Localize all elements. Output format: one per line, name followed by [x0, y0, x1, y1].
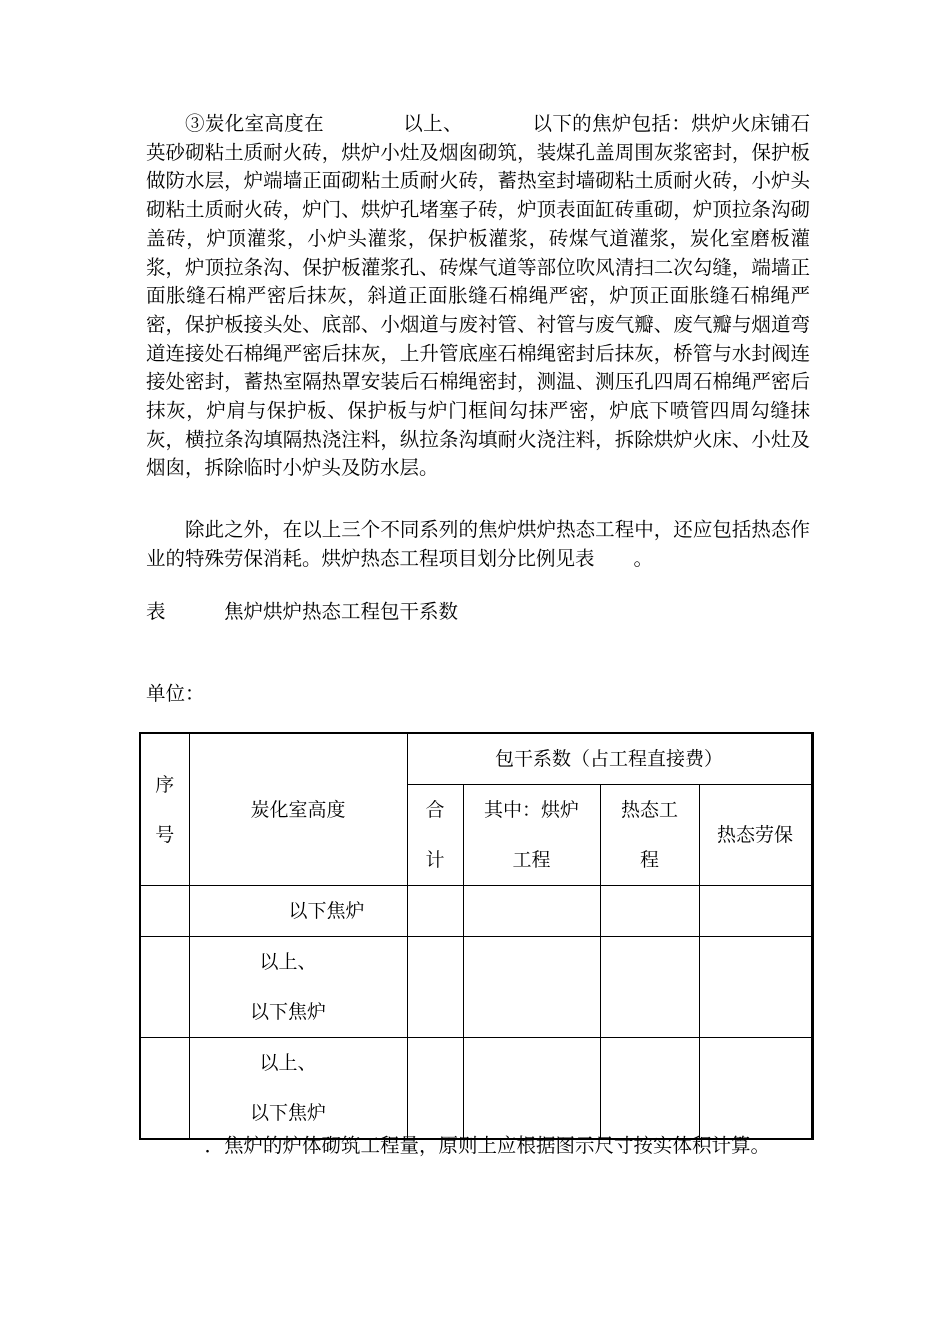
- header-oven-work: 其中：烘炉 工程: [463, 785, 600, 886]
- header-hot-labor: 热态劳保: [699, 785, 812, 886]
- unit-label: 单位：: [146, 682, 205, 705]
- header-oven-height: 炭化室高度: [189, 733, 407, 886]
- cell-total: [407, 1038, 463, 1140]
- cell-height: 以上、 以下焦炉: [189, 937, 407, 1038]
- table-row: [140, 1038, 812, 1140]
- cell-labor: [699, 1038, 812, 1140]
- cell-height: 以下焦炉: [189, 886, 407, 937]
- header-total: 合 计: [407, 785, 463, 886]
- cell-labor: [699, 886, 812, 937]
- paragraph-brickwork-quantity: ．焦炉的炉体砌筑工程量，原则上应根据图示尺寸按实体积计算。: [146, 1134, 771, 1157]
- paragraph-first-line: ③炭化室高度在 以上、 以下的焦炉包括：烘炉火: [185, 112, 751, 135]
- cell-labor: [699, 937, 812, 1038]
- paragraph-coke-oven-scope: [146, 110, 810, 483]
- table-row: [140, 886, 812, 937]
- table-caption: 表 焦炉烘炉热态工程包干系数: [146, 600, 459, 623]
- coefficient-table: [139, 732, 814, 1140]
- cell-seq: [140, 886, 189, 937]
- cell-total: [407, 937, 463, 1038]
- cell-total: [407, 886, 463, 937]
- table-row: [140, 937, 812, 1038]
- cell-height: 以上、 以下焦炉: [189, 1038, 407, 1140]
- cell-hot: [600, 886, 699, 937]
- cell-oven: [463, 937, 600, 1038]
- header-coefficient-group: 包干系数（占工程直接费）: [407, 733, 812, 785]
- cell-hot: [600, 937, 699, 1038]
- cell-seq: [140, 1038, 189, 1140]
- cell-oven: [463, 1038, 600, 1140]
- paragraph-additional-consumption: 除此之外，在以上三个不同系列的焦炉烘炉热态工程中，还应包括热态作业的特殊劳保消耗。烘炉热态工程项目划分比例见表 。: [146, 518, 810, 570]
- header-seq: 序 号: [140, 733, 189, 886]
- cell-oven: [463, 886, 600, 937]
- cell-seq: [140, 937, 189, 1038]
- cell-hot: [600, 1038, 699, 1140]
- header-hot-work: 热态工 程: [600, 785, 699, 886]
- paragraph-body: 床铺石英砂砌粘土质耐火砖，烘炉小灶及烟囱砌筑，装煤孔盖周围灰浆密封，保护板做防水层，炉端墙正面砌粘土质耐火砖，蓄热室封墙砌粘土质耐火砖，小炉头砌粘土质耐火砖，炉门、烘炉孔堵塞子砖，炉顶表面缸砖重砌，炉顶拉条沟砌盖砖，炉顶灌浆，小炉头灌浆，保护板灌浆，砖煤气道灌浆，炭化室磨板灌浆，炉顶拉条沟、保护板灌浆孔、砖煤气道等部位吹风清扫二次勾缝，端墙正面胀缝石棉严密后抹灰，斜道正面胀缝石棉绳严密，炉顶正面胀缝石棉绳严密，保护板接头处、底部、小烟道与废衬管、衬管与废气瓣、废气瓣与烟道弯道连接处石棉绳严密后抹灰，上升管底座石棉绳密封后抹灰，桥管与水封阀连接处密封，蓄热室隔热罩安装后石棉绳密封，测温、测压孔四周石棉绳严密后抹灰，炉肩与保护板、保护板与炉门框间勾抹严密，炉底下喷管四周勾缝抹灰，横拉条沟填隔热浇注料，纵拉条沟填耐火浇注料，拆除烘炉火床、小灶及烟囱，拆除临时小炉头及防水层。: [146, 112, 810, 480]
